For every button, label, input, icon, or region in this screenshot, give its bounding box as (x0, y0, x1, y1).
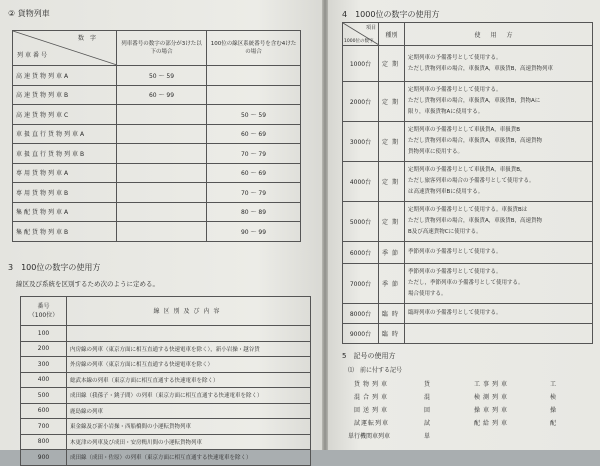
table-row: 集配貨物列車A 80 ～ 89 (13, 202, 301, 222)
table-row: 8000台 臨時 臨時列車の予備番号として使用する。 (343, 304, 593, 324)
table-row: 高速貨物列車A 50 ～ 59 (13, 66, 301, 86)
symbol-row: 試運転列車 試 配給列車 配 (354, 420, 557, 427)
table-row: 車扱直行貨物列車A 60 ～ 69 (13, 124, 301, 144)
table-row: 900 成田線（成田・佐原）の列車（東京方面に相互直通する快速電車を除く） (21, 450, 311, 466)
k-diagonal-header-cell (343, 23, 379, 46)
table-row: 100 (21, 326, 311, 342)
right-page (328, 0, 600, 450)
thousands-table (342, 22, 593, 344)
k-method-header: 使用方 (405, 23, 593, 46)
table-row: 車扱直行貨物列車B 70 ～ 79 (13, 144, 301, 164)
table-row: 1000台 定期 定期列車の予備番号として使用する。 ただし貨物列車の場合，車扱貨A，車扱貨B，高速貨物列車 (343, 46, 593, 82)
table-row: 専用貨物列車B 70 ～ 79 (13, 183, 301, 203)
num-header: 番号 （100位） (21, 297, 67, 326)
diag-bottom-label: 列車番号 (17, 52, 50, 59)
col3-header: 100位の線区系統番号を含む4けたの場合 (207, 31, 301, 66)
table-row: 9000台 臨時 (343, 324, 593, 344)
symbol-row: 貨物列車 貨 工事列車 工 (354, 381, 557, 388)
table-row: 800 木更津の列車及び成田・安房鴨川間の小運転貨物列車 (21, 434, 311, 450)
table-row: 200 内房線の列車（東京方面に相互直通する快速電車を除く），新小岩操・越谷貨 (21, 341, 311, 357)
k-item-label: 項目 (365, 25, 376, 31)
section2-title: ② 貨物列車 (8, 9, 50, 18)
desc-header: 線区別及び内容 (67, 297, 311, 326)
section3-title: 3 100位の数字の使用方 (8, 263, 101, 272)
table-row: 500 成田線（我孫子・銚子間）の列車（東京方面に相互直通する快速電車を除く） (21, 388, 311, 404)
table-row: 4000台 定期 定期列車の予備番号として車扱貨A，車扱貨B， ただし旅客列車の場合の予備番号として使用する。 は高速貨物列車Bに使用する。 (343, 162, 593, 202)
table-row: 高速貨物列車C 50 ～ 59 (13, 105, 301, 125)
table-row: 2000台 定期 定期列車の予備番号として使用する。 ただし貨物列車の場合，車扱貨A，車扱貨B，貨物Aに 限り，車扱貨物Aに使用する。 (343, 82, 593, 122)
section5-sub: ⑴ 前に付する記号 (348, 367, 403, 374)
table-row: 700 東金線及び新小岩操・西船橋間の小運転貨物列車 (21, 419, 311, 435)
table-row: 600 鹿島線の列車 (21, 403, 311, 419)
k-kind-header: 種別 (379, 23, 405, 46)
table-row: 6000台 季節 季節列車の予備番号として使用する。 (343, 242, 593, 264)
symbol-row: 混合列車 混 検測列車 検 (354, 394, 557, 401)
diag-top-label: 数字 (77, 35, 102, 42)
table-row: 400 総武本線の列車（東京方面に相互直通する快速電車を除く） (21, 372, 311, 388)
table-row: 7000台 季節 季節列車の予備番号として使用する。 ただし，季節列車の予備番号として使用する。 場合使用する。 (343, 264, 593, 304)
section4-title: 4 1000位の数字の使用方 (342, 10, 440, 19)
table-row: 専用貨物列車A 60 ～ 69 (13, 163, 301, 183)
table-row: 3000台 定期 定期列車の予備番号として車扱貨A，車扱貨B ただし貨物列車の場合，車扱貨A，車扱貨B，高速貨物 貨物列車に使用する。 (343, 122, 593, 162)
table-row: 300 外房線の列車（東京方面に相互直通する快速電車を除く） (21, 357, 311, 373)
table-row: 高速貨物列車B 60 ～ 99 (13, 85, 301, 105)
col2-header: 列車番号の数字の部分が3けた以下の場合 (117, 31, 207, 66)
hundreds-table (20, 296, 311, 466)
table-row: 集配貨物列車B 90 ～ 99 (13, 222, 301, 242)
diagonal-header-cell (13, 31, 117, 66)
k-num-label: 1000位の数字 (344, 39, 374, 44)
section5-title: 5 記号の使用方 (342, 352, 396, 360)
table-row: 5000台 定期 定期列車の予備番号として使用する。車扱貨Bは ただし貨物列車の場合，車扱貨A，車扱貨B，高速貨物 B及び高速貨物Cに使用する。 (343, 202, 593, 242)
symbol-row: 単行機関車列車 単 (348, 433, 431, 440)
symbol-row: 回送列車 回 操車列車 操 (354, 407, 557, 414)
freight-train-table (12, 30, 301, 242)
section3-intro: 線区及び系統を区別するため次のように定める。 (16, 280, 159, 288)
